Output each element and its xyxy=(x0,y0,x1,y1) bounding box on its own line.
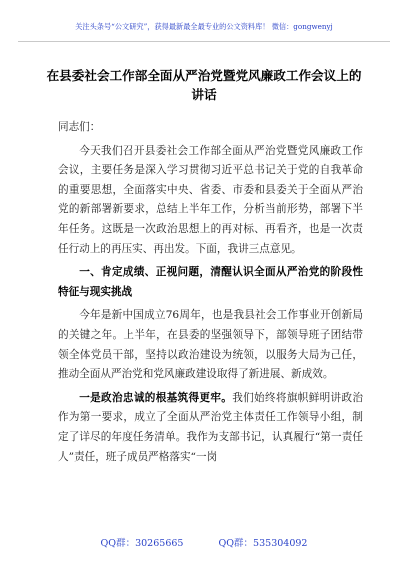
paragraph-political-loyalty xyxy=(58,389,363,467)
qq-group-2: QQ群：535304092 xyxy=(218,538,308,549)
section-heading-1: 一、肯定成绩、正视问题，清醒认识全面从严治党的阶段性特征与现实挑战 xyxy=(58,266,363,298)
salutation: 同志们： xyxy=(58,121,101,133)
paragraph-achievements: 今年是新中国成立76周年，也是我县社会工作事业开创新局的关键之年。上半年，在县委的坚强领导下，部领导班子团结带领全体党员干部，坚持以政治建设为统领，以服务大局为己任，推动全面从严治党和党风廉政建设取得了新进展、新成效。 xyxy=(58,309,363,381)
title-line-2: 讲话 xyxy=(191,87,217,102)
document-title xyxy=(36,66,372,104)
paragraph-intro: 今天我们召开县委社会工作部全面从严治党暨党风廉政工作会议，主要任务是深入学习贯彻习近平总书记关于党的自我革命的重要思想，全面落实中央、省委、市委和县委关于全面从严治党的新部署新要求，总结上半年工作，分析当前形势，部署下半年任务。这既是一次政治思想上的再对标、再看齐，也是一次责任行动上的再压实、再出发。下面，我讲三点意见。 xyxy=(58,144,363,255)
document-body xyxy=(58,118,363,467)
paragraph-text: 我们始终将旗帜鲜明讲政治作为第一要求，成立了全面从严治党主体责任工作领导小组，制定了详尽的年度任务清单。我作为支部书记，认真履行“第一责任人”责任，班子成员严格落实“一岗 xyxy=(58,391,364,463)
paragraph-lead-bold: 一是政治忠诚的根基筑得更牢。 xyxy=(79,391,233,404)
qq-footer xyxy=(0,535,408,549)
promo-header: 关注头条号“公文研究”，获得最新最全最专业的公文资料库！ 微信：gongwenyj xyxy=(75,22,333,31)
title-line-1: 在县委社会工作部全面从严治党暨党风廉政工作会议上的 xyxy=(46,68,362,83)
qq-group-1: QQ群：30265665 xyxy=(100,538,184,549)
header-divider xyxy=(18,41,390,42)
